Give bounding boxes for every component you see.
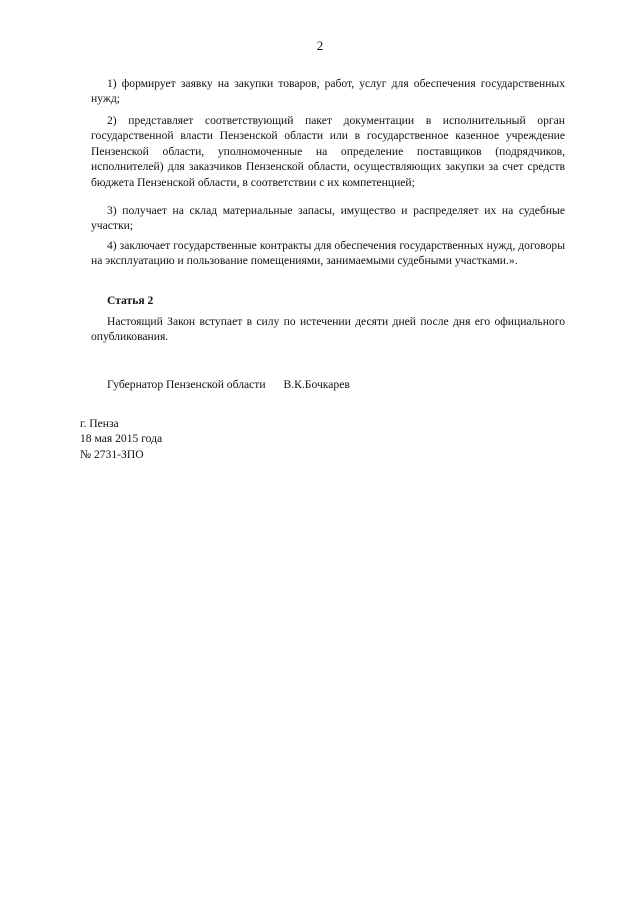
- signature-name: В.К.Бочкарев: [283, 378, 350, 391]
- list-item-1: [91, 76, 565, 107]
- date: 18 мая 2015 года: [80, 432, 163, 446]
- list-item-3-text: 3) получает на склад материальные запасы, имущество и распределяет их на судебные участки;: [91, 204, 565, 233]
- list-item-1-text: 1) формирует заявку на закупки товаров, работ, услуг для обеспечения государственных нужд;: [91, 77, 565, 106]
- article-heading: Статья 2: [107, 294, 154, 307]
- list-item-2-text: 2) представляет соответствующий пакет документации в исполнительный орган государственной власти Пензенской области или в государственное казенное учреждение Пензенской области, уполномоченные на определение поставщиков (подрядчиков, исполнителей) для заказчиков Пензенской области, осуществляющих закупки за счет средств бюджета Пензенской области, в соответствии с их компетенцией;: [91, 114, 565, 189]
- list-item-4: [91, 238, 565, 269]
- article-body: [91, 314, 565, 345]
- article-body-text: Настоящий Закон вступает в силу по истечении десяти дней после дня его официального опубликования.: [91, 315, 565, 344]
- place-date-block: [80, 416, 162, 462]
- list-item-2: [91, 113, 565, 190]
- signature-title: Губернатор Пензенской области: [107, 378, 266, 391]
- document-number: № 2731-ЗПО: [80, 447, 144, 461]
- list-item-3: [91, 203, 565, 234]
- page-number: 2: [316, 38, 324, 53]
- city: г. Пенза: [80, 417, 119, 430]
- list-item-4-text: 4) заключает государственные контракты для обеспечения государственных нужд, договоры на эксплуатацию и пользование помещениями, занимаемыми судебными участками.».: [91, 239, 565, 268]
- signature-block: [107, 377, 350, 392]
